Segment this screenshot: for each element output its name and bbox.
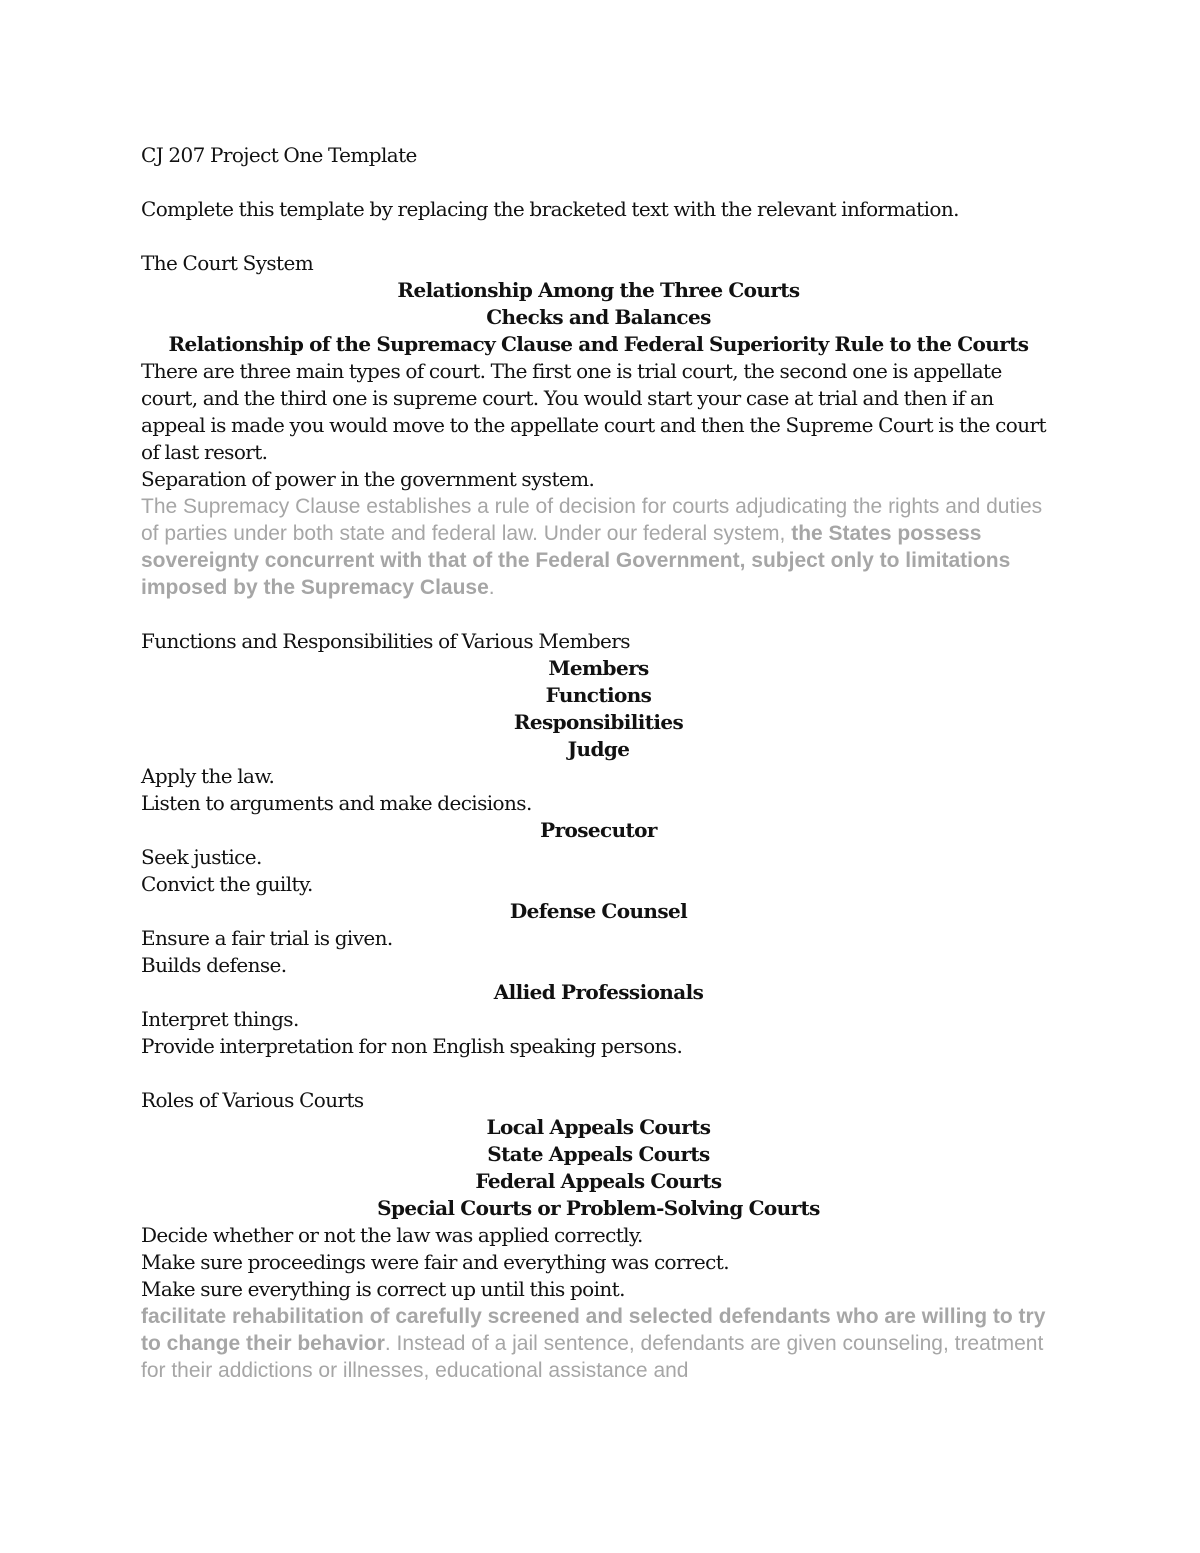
section-heading-courts: Roles of Various Courts [141,1088,364,1112]
paragraph-three-courts: There are three main types of court. The first one is trial court, the second one is appellate court, and the third one is supreme court. You would start your case at trial and then if an appeal is made you would move to the appellate court and then the Supreme Court is the court of last resort. [141,359,1046,464]
court-federal: Federal Appeals Courts [475,1169,722,1193]
prosecutor-responsibility: Convict the guilty. [141,872,313,896]
member-prosecutor: Prosecutor [540,818,657,842]
spacer [141,223,1056,250]
subheading-supremacy: Relationship of the Supremacy Clause and Federal Superiority Rule to the Courts [168,332,1029,356]
member-judge: Judge [567,737,630,761]
role-special [141,1303,1056,1384]
judge-function: Apply the law. [141,764,275,788]
supremacy-quote [141,493,1056,601]
court-special: Special Courts or Problem-Solving Courts [377,1196,820,1220]
document-title: CJ 207 Project One Template [141,143,417,167]
role-federal: Make sure everything is correct up until this point. [141,1277,625,1301]
judge-responsibility: Listen to arguments and make decisions. [141,791,532,815]
allied-responsibility: Provide interpretation for non English speaking persons. [141,1034,683,1058]
court-local: Local Appeals Courts [486,1115,711,1139]
member-defense: Defense Counsel [509,899,688,923]
section-heading-members: Functions and Responsibilities of Various Members [141,629,630,653]
subheading-relationship: Relationship Among the Three Courts [397,278,800,302]
spacer [141,169,1056,196]
prosecutor-function: Seek justice. [141,845,262,869]
spacer [141,601,1056,628]
member-allied: Allied Professionals [493,980,704,1004]
instructions: Complete this template by replacing the bracketed text with the relevant information. [141,197,959,221]
role-state: Make sure proceedings were fair and everything was correct. [141,1250,729,1274]
role-local: Decide whether or not the law was applied correctly. [141,1223,643,1247]
subheading-checks: Checks and Balances [486,305,711,329]
quote-part-a: The Supremacy Clause establishes a rule of decision for courts adjudicating the rights and duties of parties under both state and federal law. Under our federal system, [141,495,1043,545]
allied-function: Interpret things. [141,1007,299,1031]
col-members: Members [548,656,649,680]
spacer [141,1060,1056,1087]
role-special-bold: facilitate rehabilitation of carefully screened and selected defendants who are willing to try to change their behavior [141,1305,1046,1355]
paragraph-separation: Separation of power in the government system. [141,467,595,491]
quote-part-b: the States possess sovereignty concurrent with that of the Federal Government, subject only to limitations imposed by the Supremacy Clause [141,522,1011,599]
court-state: State Appeals Courts [487,1142,710,1166]
defense-function: Ensure a fair trial is given. [141,926,393,950]
col-responsibilities: Responsibilities [513,710,684,734]
role-special-rest: . Instead of a jail sentence, defendants are given counseling, treatment for their addictions or illnesses, educational assistance and [141,1332,1044,1382]
col-functions: Functions [545,683,652,707]
quote-part-c: . [488,576,495,599]
document-page [141,142,1056,1384]
defense-responsibility: Builds defense. [141,953,287,977]
section-heading-court-system: The Court System [141,251,314,275]
